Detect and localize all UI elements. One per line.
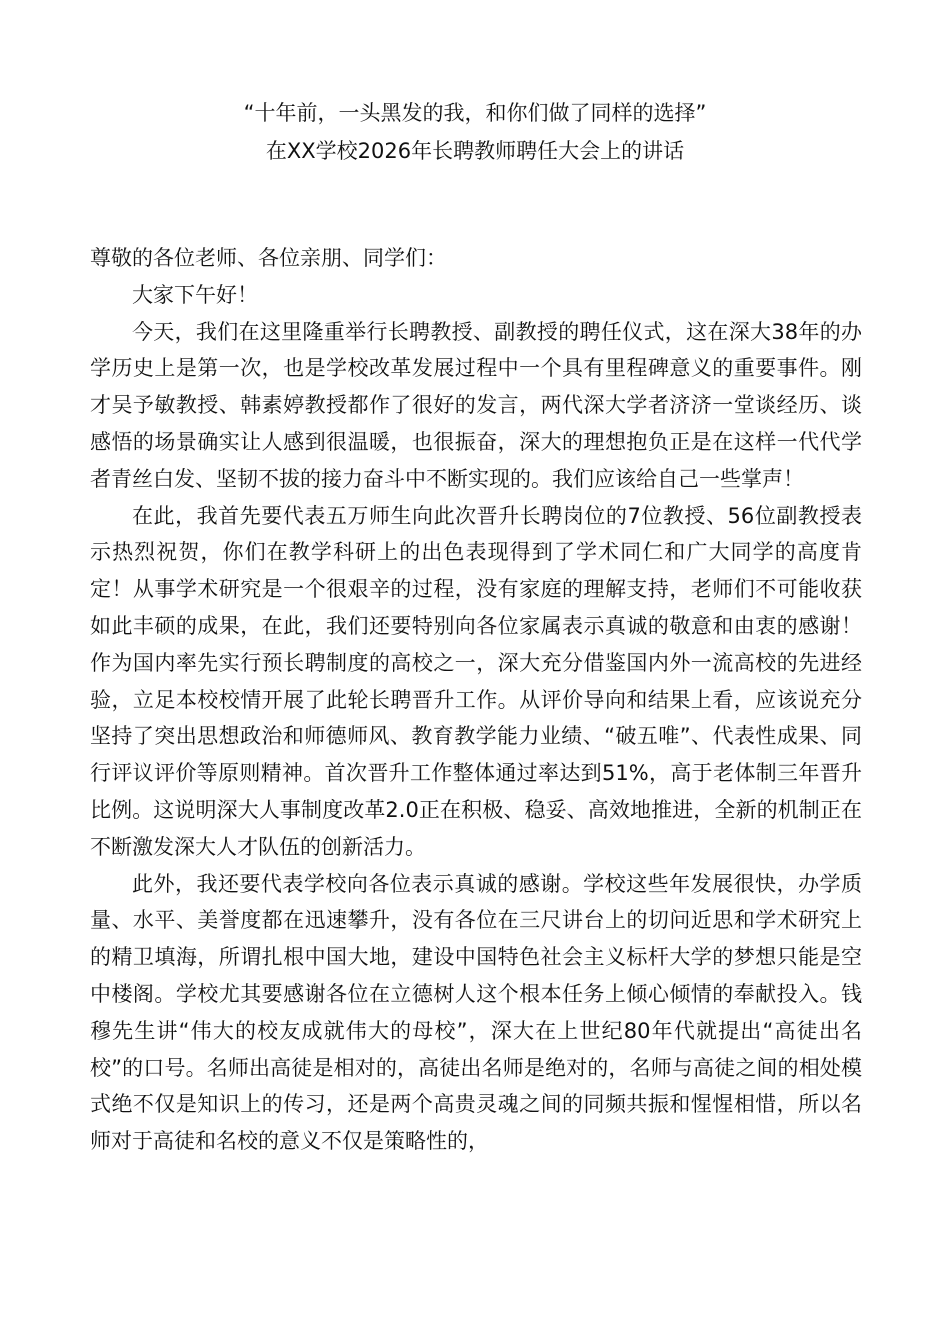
salutation: 尊敬的各位老师、各位亲朋、同学们： bbox=[90, 246, 447, 270]
paragraph-congratulations: 在此，我首先要代表五万师生向此次晋升长聘岗位的7位教授、56位副教授表示热烈祝贺，你们在教学科研上的出色表现得到了学术同仁和广大同学的高度肯定！从事学术研究是一个很艰辛的过程，没有家庭的理解支持，老师们不可能收获如此丰硕的成果，在此，我们还要特别向各位家属表示真诚的敬意和由衷的感谢！作为国内率先实行预长聘制度的高校之一，深大充分借鉴国内外一流高校的先进经验，立足本校校情开展了此轮长聘晋升工作。从评价导向和结果上看，应该说充分坚持了突出思想政治和师德师风、教育教学能力业绩、“破五唯”、代表性成果、同行评议评价等原则精神。首次晋升工作整体通过率达到51%，高于老体制三年晋升比例。这说明深大人事制度改革2.0正在积极、稳妥、高效地推进，全新的机制正在不断激发深大人才队伍的创新活力。 bbox=[90, 503, 862, 859]
paragraph-thanks: 此外，我还要代表学校向各位表示真诚的感谢。学校这些年发展很快，办学质量、水平、美誉度都在迅速攀升，没有各位在三尺讲台上的切问近思和学术研究上的精卫填海，所谓扎根中国大地，建设中国特色社会主义标杆大学的梦想只能是空中楼阁。学校尤其要感谢各位在立德树人这个根本任务上倾心倾情的奉献投入。钱穆先生讲“伟大的校友成就伟大的母校”，深大在上世纪80年代就提出“高徒出名校”的口号。名师出高徒是相对的，高徒出名师是绝对的，名师与高徒之间的相处模式绝不仅是知识上的传习，还是两个高贵灵魂之间的同频共振和惺惺相惜，所以名师对于高徒和名校的意义不仅是策略性的， bbox=[90, 871, 862, 1154]
speech-body bbox=[90, 240, 862, 1160]
speech-title: “十年前，一头黑发的我，和你们做了同样的选择” bbox=[243, 101, 707, 125]
paragraph-greeting: 大家下午好！ bbox=[132, 282, 258, 307]
title-block bbox=[0, 94, 950, 170]
paragraph-ceremony: 今天，我们在这里隆重举行长聘教授、副教授的聘任仪式，这在深大38年的办学历史上是第一次，也是学校改革发展过程中一个具有里程碑意义的重要事件。刚才吴予敏教授、韩素婷教授都作了很好的发言，两代深大学者济济一堂谈经历、谈感悟的场景确实让人感到很温暖，也很振奋，深大的理想抱负正是在这样一代代学者青丝白发、坚韧不拔的接力奋斗中不断实现的。我们应该给自己一些掌声！ bbox=[90, 319, 862, 491]
speech-subtitle: 在XX学校2026年长聘教师聘任大会上的讲话 bbox=[265, 139, 685, 163]
